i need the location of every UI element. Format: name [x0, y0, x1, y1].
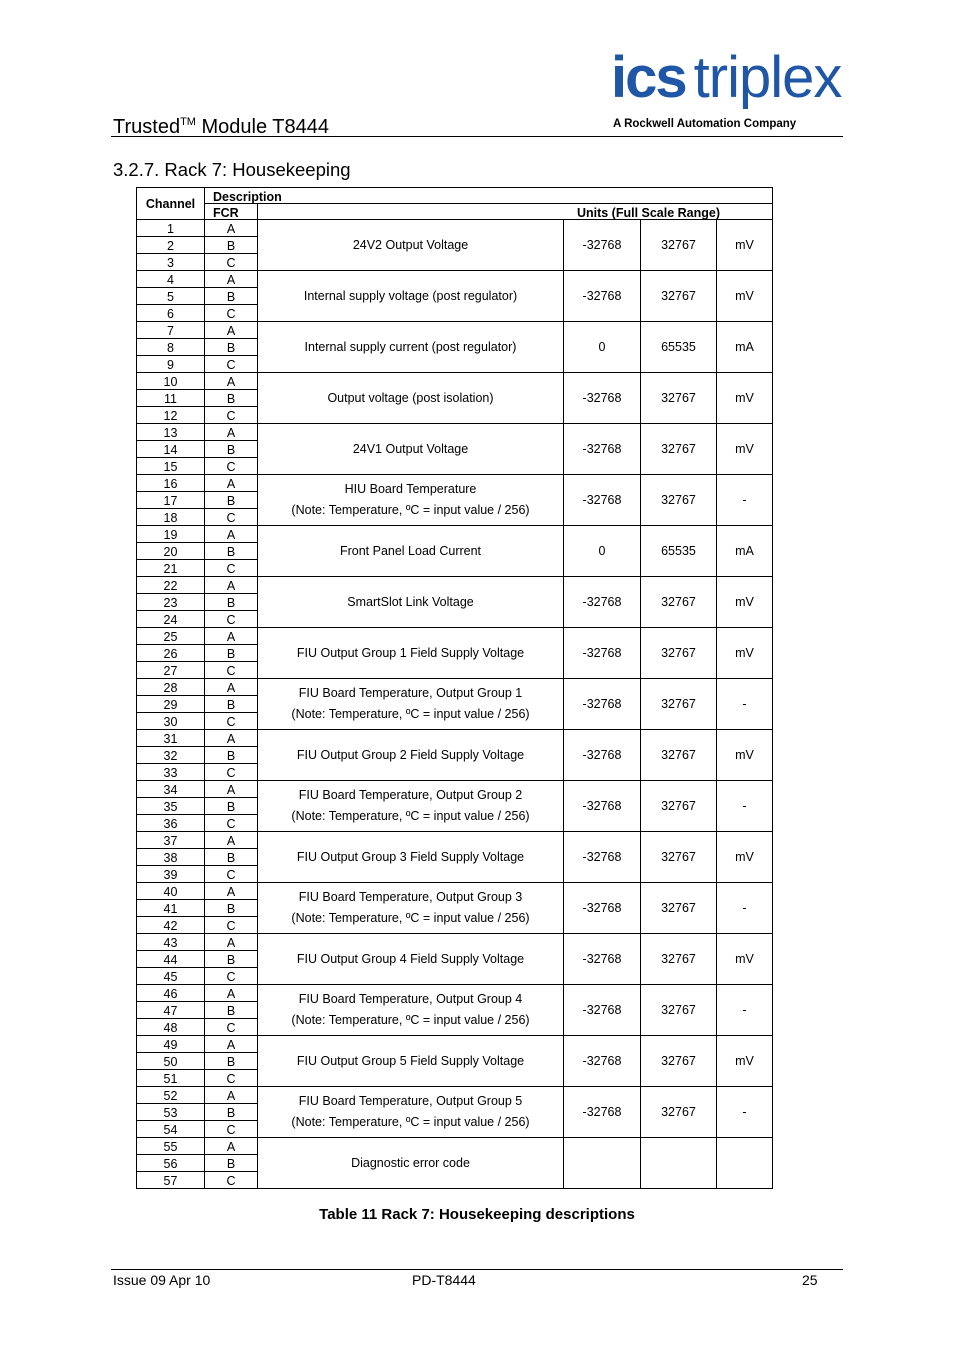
table-row	[137, 475, 773, 492]
fcr-cell: C	[205, 509, 258, 526]
footer-issue: Issue 09 Apr 10	[113, 1272, 211, 1288]
title-suffix: Module T8444	[195, 116, 330, 138]
fcr-cell: C	[205, 611, 258, 628]
table-row	[137, 781, 773, 798]
unit-cell: mV	[717, 730, 773, 781]
range-max-cell: 32767	[641, 424, 717, 475]
channel-cell: 4	[137, 271, 205, 288]
range-max-cell: 65535	[641, 322, 717, 373]
description-cell	[258, 1138, 564, 1189]
fcr-cell: C	[205, 1121, 258, 1138]
channel-cell: 7	[137, 322, 205, 339]
channel-cell: 55	[137, 1138, 205, 1155]
range-min-cell: -32768	[564, 1087, 641, 1138]
fcr-cell: A	[205, 220, 258, 237]
channel-cell: 31	[137, 730, 205, 747]
fcr-cell: A	[205, 985, 258, 1002]
fcr-cell: B	[205, 390, 258, 407]
table-caption: Table 11 Rack 7: Housekeeping descriptions	[319, 1206, 635, 1223]
table-row	[137, 883, 773, 900]
fcr-cell: C	[205, 1172, 258, 1189]
range-max-cell: 32767	[641, 679, 717, 730]
fcr-cell: C	[205, 254, 258, 271]
channel-cell: 23	[137, 594, 205, 611]
fcr-cell: C	[205, 764, 258, 781]
fcr-cell: B	[205, 900, 258, 917]
channel-cell: 53	[137, 1104, 205, 1121]
range-max-cell: 32767	[641, 985, 717, 1036]
channel-cell: 28	[137, 679, 205, 696]
unit-cell: -	[717, 883, 773, 934]
range-max-cell: 32767	[641, 475, 717, 526]
description-line: HIU Board Temperature	[344, 482, 477, 496]
fcr-cell: B	[205, 951, 258, 968]
description-cell	[258, 679, 564, 730]
description-line: (Note: Temperature, ºC = input value / 256)	[291, 911, 530, 925]
fcr-cell: A	[205, 781, 258, 798]
table-row	[137, 1036, 773, 1053]
description-line: Internal supply current (post regulator)	[304, 339, 517, 354]
range-max-cell: 32767	[641, 628, 717, 679]
range-min-cell: 0	[564, 526, 641, 577]
fcr-cell: C	[205, 713, 258, 730]
fcr-cell: C	[205, 968, 258, 985]
channel-cell: 13	[137, 424, 205, 441]
range-max-cell: 32767	[641, 934, 717, 985]
fcr-cell: C	[205, 305, 258, 322]
channel-cell: 44	[137, 951, 205, 968]
fcr-cell: C	[205, 1070, 258, 1087]
description-line: FIU Board Temperature, Output Group 4	[298, 992, 523, 1006]
fcr-cell: C	[205, 1019, 258, 1036]
fcr-cell: A	[205, 373, 258, 390]
range-min-cell: -32768	[564, 679, 641, 730]
description-cell	[258, 424, 564, 475]
fcr-cell: B	[205, 798, 258, 815]
range-max-cell: 32767	[641, 271, 717, 322]
channel-cell: 26	[137, 645, 205, 662]
fcr-cell: A	[205, 1036, 258, 1053]
channel-cell: 9	[137, 356, 205, 373]
section-heading: 3.2.7. Rack 7: Housekeeping	[113, 159, 351, 180]
description-cell	[258, 271, 564, 322]
description-line: 24V1 Output Voltage	[352, 441, 469, 456]
channel-cell: 40	[137, 883, 205, 900]
unit-cell: mV	[717, 934, 773, 985]
description-line: FIU Board Temperature, Output Group 3	[298, 890, 523, 904]
fcr-cell: B	[205, 1104, 258, 1121]
fcr-cell: B	[205, 1155, 258, 1172]
description-cell	[258, 475, 564, 526]
table-row	[137, 679, 773, 696]
description-cell	[258, 1087, 564, 1138]
fcr-cell: A	[205, 1138, 258, 1155]
fcr-cell: B	[205, 747, 258, 764]
description-cell	[258, 781, 564, 832]
channel-cell: 27	[137, 662, 205, 679]
channel-cell: 39	[137, 866, 205, 883]
fcr-cell: C	[205, 407, 258, 424]
table-row	[137, 730, 773, 747]
channel-cell: 49	[137, 1036, 205, 1053]
unit-cell: -	[717, 985, 773, 1036]
logo-ics-text: ics	[611, 45, 686, 110]
range-max-cell: 32767	[641, 373, 717, 424]
channel-cell: 45	[137, 968, 205, 985]
channel-cell: 50	[137, 1053, 205, 1070]
description-cell	[258, 730, 564, 781]
header-rule	[111, 136, 843, 137]
unit-cell: mV	[717, 271, 773, 322]
channel-cell: 1	[137, 220, 205, 237]
unit-cell: -	[717, 781, 773, 832]
fcr-cell: C	[205, 662, 258, 679]
housekeeping-table	[136, 187, 773, 1189]
fcr-cell: A	[205, 577, 258, 594]
range-max-cell: 32767	[641, 730, 717, 781]
unit-cell: mA	[717, 526, 773, 577]
channel-cell: 52	[137, 1087, 205, 1104]
channel-cell: 38	[137, 849, 205, 866]
range-max-cell: 32767	[641, 1087, 717, 1138]
channel-cell: 8	[137, 339, 205, 356]
channel-cell: 17	[137, 492, 205, 509]
units-header: Units (Full Scale Range)	[258, 204, 773, 220]
range-min-cell: -32768	[564, 628, 641, 679]
fcr-cell: A	[205, 322, 258, 339]
range-max-cell: 32767	[641, 832, 717, 883]
fcr-cell: C	[205, 815, 258, 832]
channel-cell: 25	[137, 628, 205, 645]
channel-cell: 21	[137, 560, 205, 577]
description-line: Output voltage (post isolation)	[327, 390, 494, 405]
channel-cell: 54	[137, 1121, 205, 1138]
range-max-cell: 32767	[641, 220, 717, 271]
channel-cell: 5	[137, 288, 205, 305]
fcr-cell: A	[205, 1087, 258, 1104]
description-cell	[258, 832, 564, 883]
channel-cell: 51	[137, 1070, 205, 1087]
fcr-cell: A	[205, 679, 258, 696]
unit-cell: mV	[717, 424, 773, 475]
channel-cell: 41	[137, 900, 205, 917]
channel-cell: 42	[137, 917, 205, 934]
description-line: FIU Output Group 5 Field Supply Voltage	[296, 1053, 525, 1068]
unit-cell: mV	[717, 832, 773, 883]
table-row	[137, 322, 773, 339]
description-line: Front Panel Load Current	[339, 543, 482, 558]
fcr-cell: B	[205, 594, 258, 611]
unit-cell: mA	[717, 322, 773, 373]
range-max-cell: 32767	[641, 781, 717, 832]
description-line: 24V2 Output Voltage	[352, 237, 469, 252]
range-min-cell: -32768	[564, 271, 641, 322]
range-min-cell: -32768	[564, 1036, 641, 1087]
channel-cell: 56	[137, 1155, 205, 1172]
channel-cell: 32	[137, 747, 205, 764]
range-min-cell: -32768	[564, 577, 641, 628]
unit-cell: mV	[717, 628, 773, 679]
channel-cell: 29	[137, 696, 205, 713]
description-cell	[258, 526, 564, 577]
channel-cell: 6	[137, 305, 205, 322]
fcr-header: FCR	[205, 204, 258, 220]
channel-cell: 36	[137, 815, 205, 832]
description-cell	[258, 1036, 564, 1087]
channel-cell: 19	[137, 526, 205, 543]
fcr-cell: B	[205, 1053, 258, 1070]
description-line: (Note: Temperature, ºC = input value / 256)	[291, 1115, 530, 1129]
fcr-cell: C	[205, 866, 258, 883]
table-row	[137, 577, 773, 594]
fcr-cell: B	[205, 543, 258, 560]
description-line: (Note: Temperature, ºC = input value / 256)	[291, 809, 530, 823]
fcr-cell: C	[205, 560, 258, 577]
table-row	[137, 526, 773, 543]
channel-cell: 47	[137, 1002, 205, 1019]
description-line: FIU Output Group 3 Field Supply Voltage	[296, 849, 525, 864]
range-max-cell: 32767	[641, 1036, 717, 1087]
fcr-cell: A	[205, 526, 258, 543]
channel-cell: 43	[137, 934, 205, 951]
channel-cell: 30	[137, 713, 205, 730]
channel-cell: 16	[137, 475, 205, 492]
range-min-cell: -32768	[564, 985, 641, 1036]
fcr-cell: A	[205, 475, 258, 492]
channel-cell: 37	[137, 832, 205, 849]
fcr-cell: B	[205, 1002, 258, 1019]
unit-cell: mV	[717, 1036, 773, 1087]
description-cell	[258, 985, 564, 1036]
description-line: FIU Board Temperature, Output Group 1	[298, 686, 523, 700]
fcr-cell: B	[205, 441, 258, 458]
fcr-cell: B	[205, 288, 258, 305]
channel-cell: 14	[137, 441, 205, 458]
channel-cell: 2	[137, 237, 205, 254]
table-row	[137, 934, 773, 951]
fcr-cell: A	[205, 832, 258, 849]
fcr-cell: A	[205, 730, 258, 747]
channel-cell: 18	[137, 509, 205, 526]
page-title	[113, 110, 329, 139]
title-prefix: Trusted	[113, 116, 181, 138]
description-line: FIU Output Group 4 Field Supply Voltage	[296, 951, 525, 966]
description-line: (Note: Temperature, ºC = input value / 256)	[291, 707, 530, 721]
description-cell	[258, 577, 564, 628]
fcr-cell: B	[205, 339, 258, 356]
channel-cell: 15	[137, 458, 205, 475]
description-line: FIU Output Group 1 Field Supply Voltage	[296, 645, 525, 660]
description-line: FIU Board Temperature, Output Group 2	[298, 788, 523, 802]
table-row	[137, 373, 773, 390]
channel-cell: 22	[137, 577, 205, 594]
description-line: Internal supply voltage (post regulator)	[303, 288, 518, 303]
range-min-cell: -32768	[564, 730, 641, 781]
channel-cell: 35	[137, 798, 205, 815]
description-line: (Note: Temperature, ºC = input value / 256)	[291, 1013, 530, 1027]
description-cell	[258, 628, 564, 679]
range-max-cell: 65535	[641, 526, 717, 577]
range-min-cell: 0	[564, 322, 641, 373]
channel-cell: 33	[137, 764, 205, 781]
unit-cell: mV	[717, 373, 773, 424]
range-min-cell: -32768	[564, 424, 641, 475]
table-body	[137, 220, 773, 1189]
table-row	[137, 832, 773, 849]
range-max-cell	[641, 1138, 717, 1189]
table-row	[137, 220, 773, 237]
description-cell	[258, 373, 564, 424]
channel-header: Channel	[137, 188, 205, 220]
table-row	[137, 1087, 773, 1104]
description-cell	[258, 883, 564, 934]
fcr-cell: B	[205, 696, 258, 713]
fcr-cell: B	[205, 492, 258, 509]
unit-cell	[717, 1138, 773, 1189]
description-cell	[258, 322, 564, 373]
logo-triplex-text: triplex	[693, 45, 842, 110]
description-cell	[258, 220, 564, 271]
range-min-cell: -32768	[564, 934, 641, 985]
channel-cell: 57	[137, 1172, 205, 1189]
channel-cell: 24	[137, 611, 205, 628]
channel-cell: 10	[137, 373, 205, 390]
channel-cell: 34	[137, 781, 205, 798]
fcr-cell: A	[205, 271, 258, 288]
description-line: SmartSlot Link Voltage	[347, 594, 474, 609]
range-max-cell: 32767	[641, 577, 717, 628]
description-cell	[258, 934, 564, 985]
description-line: FIU Output Group 2 Field Supply Voltage	[296, 747, 525, 762]
description-header: Description	[205, 188, 773, 204]
channel-cell: 3	[137, 254, 205, 271]
table-row	[137, 424, 773, 441]
channel-cell: 20	[137, 543, 205, 560]
range-min-cell: -32768	[564, 373, 641, 424]
logo-tagline: A Rockwell Automation Company	[613, 118, 797, 130]
range-min-cell: -32768	[564, 475, 641, 526]
fcr-cell: A	[205, 934, 258, 951]
range-max-cell: 32767	[641, 883, 717, 934]
fcr-cell: A	[205, 883, 258, 900]
ics-triplex-logo	[611, 45, 843, 130]
unit-cell: mV	[717, 220, 773, 271]
fcr-cell: A	[205, 424, 258, 441]
fcr-cell: C	[205, 917, 258, 934]
channel-cell: 12	[137, 407, 205, 424]
range-min-cell: -32768	[564, 781, 641, 832]
range-min-cell: -32768	[564, 220, 641, 271]
unit-cell: -	[717, 1087, 773, 1138]
fcr-cell: B	[205, 849, 258, 866]
table-row	[137, 271, 773, 288]
footer-rule	[111, 1269, 843, 1270]
description-line: (Note: Temperature, ºC = input value / 256)	[291, 503, 530, 517]
table-row	[137, 1138, 773, 1155]
footer-doc-id: PD-T8444	[412, 1272, 476, 1288]
unit-cell: -	[717, 679, 773, 730]
channel-cell: 11	[137, 390, 205, 407]
footer-page-number: 25	[802, 1272, 818, 1288]
range-min-cell: -32768	[564, 832, 641, 883]
fcr-cell: C	[205, 356, 258, 373]
channel-cell: 46	[137, 985, 205, 1002]
channel-cell: 48	[137, 1019, 205, 1036]
fcr-cell: A	[205, 628, 258, 645]
fcr-cell: B	[205, 237, 258, 254]
trademark-mark: TM	[180, 116, 196, 128]
range-min-cell	[564, 1138, 641, 1189]
table-row	[137, 628, 773, 645]
unit-cell: -	[717, 475, 773, 526]
description-line: FIU Board Temperature, Output Group 5	[298, 1094, 523, 1108]
table-row	[137, 985, 773, 1002]
unit-cell: mV	[717, 577, 773, 628]
fcr-cell: B	[205, 645, 258, 662]
description-line: Diagnostic error code	[351, 1155, 470, 1170]
fcr-cell: C	[205, 458, 258, 475]
range-min-cell: -32768	[564, 883, 641, 934]
